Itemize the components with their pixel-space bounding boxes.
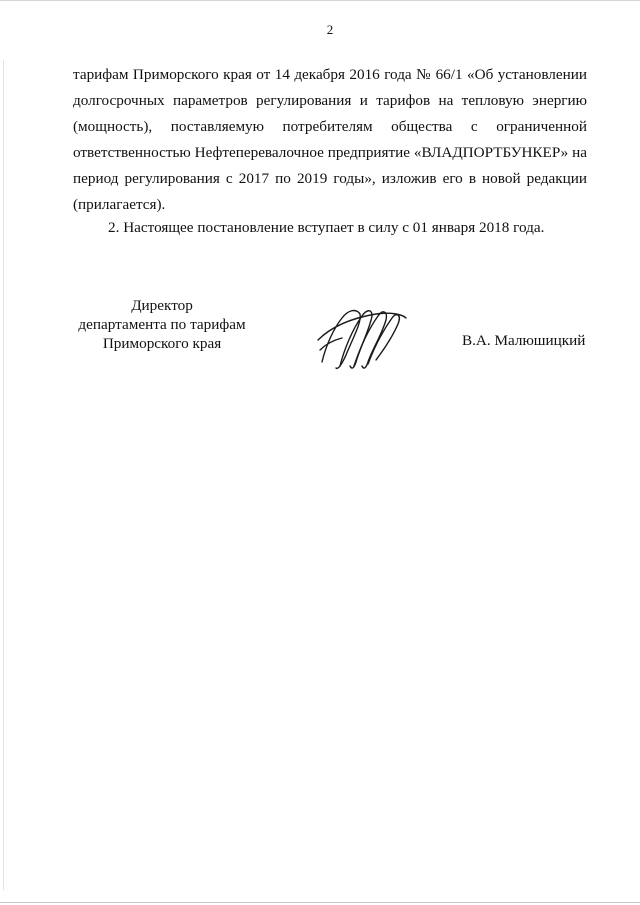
scan-edge-top xyxy=(0,0,640,1)
page-number: 2 xyxy=(326,22,334,37)
paragraph-1-line: ответственностью Нефтеперевалочное предприятие «ВЛАДПОРТБУНКЕР» на xyxy=(73,144,587,161)
handwritten-signature xyxy=(312,300,412,375)
paragraph-2: 2. Настоящее постановление вступает в силу с 01 января 2018 года. xyxy=(108,219,545,236)
signatory-title-line: Приморского края xyxy=(102,335,222,352)
signatory-title-line: департамента по тарифам xyxy=(78,316,246,333)
paragraph-1 xyxy=(73,62,587,218)
signatory-name: В.А. Малюшицкий xyxy=(462,332,586,349)
paragraph-1-line: долгосрочных параметров регулирования и тарифов на тепловую энергию xyxy=(73,92,587,109)
paragraph-1-line: период регулирования с 2017 по 2019 годы», изложив его в новой редакции xyxy=(73,170,587,187)
paragraph-1-line: (мощность), поставляемую потребителям общества с ограниченной xyxy=(73,118,587,135)
signatory-title-line: Директор xyxy=(131,297,193,314)
scan-edge-bottom xyxy=(0,902,640,903)
paragraph-1-line: тарифам Приморского края от 14 декабря 2016 года № 66/1 «Об установлении xyxy=(73,66,587,83)
paragraph-1-line: (прилагается). xyxy=(73,196,166,213)
signatory-title xyxy=(72,296,252,353)
scan-edge-left xyxy=(3,60,4,890)
